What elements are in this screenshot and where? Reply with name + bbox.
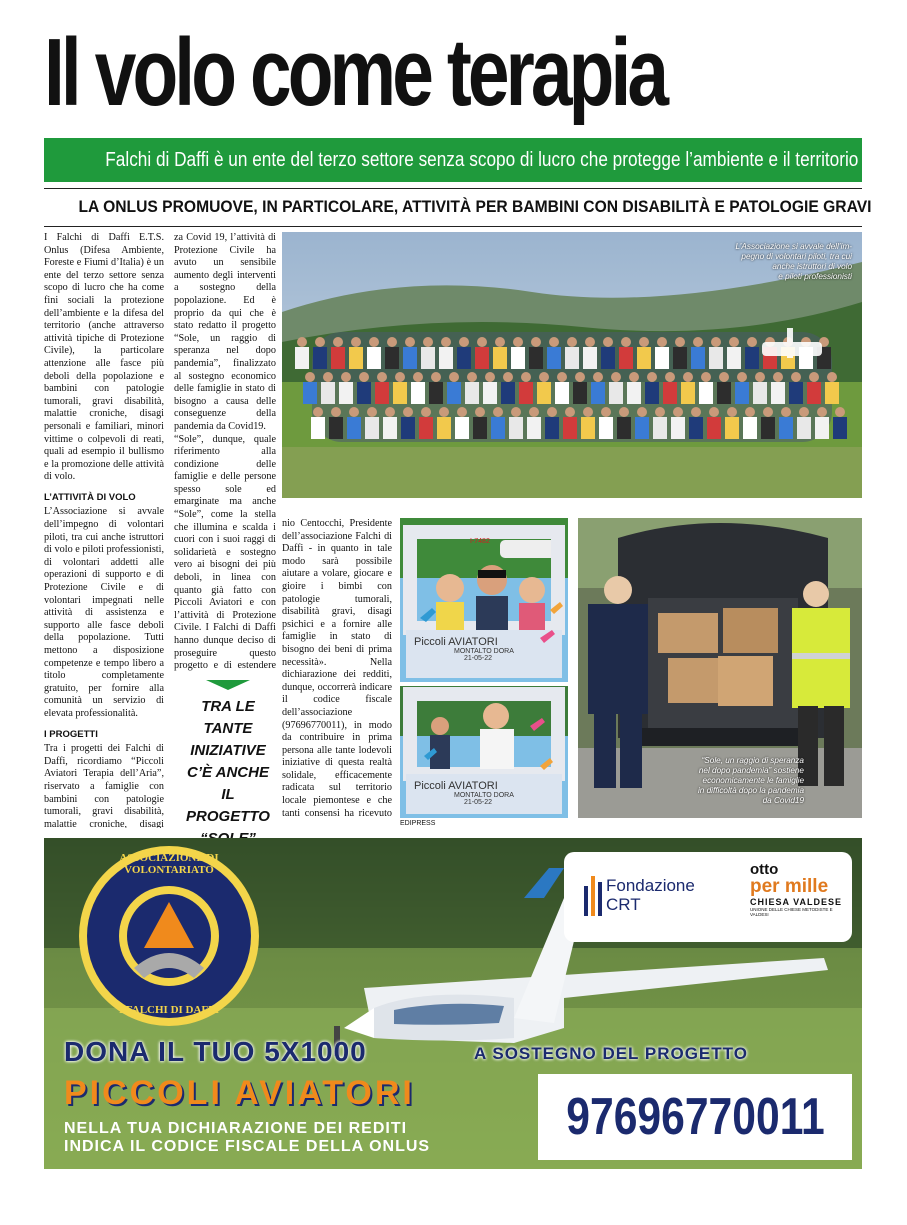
crowd-person-body	[403, 347, 417, 369]
fiscal-code: 97696770011	[566, 1088, 825, 1146]
crowd-person-head	[413, 372, 423, 382]
crowd-person-head	[729, 337, 739, 347]
crowd-person-head	[655, 407, 665, 417]
van-photo-caption	[634, 756, 804, 806]
crowd-person-head	[549, 337, 559, 347]
van-photo	[578, 518, 862, 818]
crowd-person-head	[457, 407, 467, 417]
quote-line: C’È ANCHE	[187, 764, 269, 781]
crowd-person-body	[725, 417, 739, 439]
crowd-person-head	[781, 407, 791, 417]
paragraph: nio Centocchi, Presidente dell’associazione Falchi di Daffi - in quanto in tale modo sarà possibile aiutare a volare, giocare e gioire i bimbi con patologie tumorali, disabilità gravi, disagi psichici e a fornire alle famiglie in stato di bisogno dei beni di prima necessità». Nella dichiarazione dei redditi, dunque, occorrerà indicare il codice fiscale dell’associazione (97696770011), in modo da contribuire in prima persona alle tante lodevoli iniziative di questa realtà solidale, efficacemente radicata sul territorio locale piemontese e che tanti consensi ha ricevuto	[282, 518, 392, 818]
crowd-person-head	[351, 337, 361, 347]
crowd-person-body	[581, 417, 595, 439]
crowd-person-head	[403, 407, 413, 417]
crowd-person-body	[429, 382, 443, 404]
crowd-person-body	[473, 417, 487, 439]
caption-line: economicamente le famiglie	[702, 776, 804, 785]
crowd-person-body	[295, 347, 309, 369]
crowd-person-body	[457, 347, 471, 369]
sponsor-ottopermille	[750, 862, 846, 917]
crowd-person-body	[465, 382, 479, 404]
crowd-person-head	[493, 407, 503, 417]
crowd-person-body	[375, 382, 389, 404]
crowd-person-body	[411, 382, 425, 404]
ad-line-declaration: NELLA TUA DICHIARAZIONE DEI REDITI	[64, 1120, 408, 1137]
paragraph: za Covid 19, l’attività di Protezione Civile ha avuto un sensibile aumento degli interventi a sostegno della popolazione. Ed è proprio da qui che è stato redatto il progetto “Sole, un raggio di speranza nel dopo pandemia”, finalizzato al sostegno economico delle famiglie in stato di bisogno a causa delle conseguenze della pandemia da Covid19.	[174, 232, 276, 432]
crowd-person-head	[773, 372, 783, 382]
crowd-person-body	[709, 347, 723, 369]
crowd-person-head	[475, 407, 485, 417]
crowd-person-head	[485, 372, 495, 382]
crowd-person-head	[449, 372, 459, 382]
crowd-person-head	[719, 372, 729, 382]
paragraph: L’Associazione si avvale dell’impegno di volontari piloti, tra cui anche istruttori di volo e piloti professionisti, di volontari addetti alle operazioni di supporto e di Protezione Civile e di volontari impegnati nelle attività di assistenza e supporto alle fasce deboli della popolazione. Tutti mettono a disposizione competenze e tempo libero a titolo completamente gratuito, per fornire alla comunità un servizio di elevata professionalità.	[44, 506, 164, 719]
crowd-person-head	[585, 337, 595, 347]
crowd-person-body	[671, 417, 685, 439]
crowd-person-head	[333, 337, 343, 347]
crowd-person-body	[637, 347, 651, 369]
frame-place: MONTALTO DORA	[454, 648, 514, 655]
crowd-person-body	[439, 347, 453, 369]
crowd-person-body	[653, 417, 667, 439]
crowd-person-body	[519, 382, 533, 404]
crowd-person-body	[627, 382, 641, 404]
crowd-person-head	[377, 372, 387, 382]
crowd-person-head	[495, 337, 505, 347]
crowd-person-head	[629, 372, 639, 382]
crowd-person-body	[655, 347, 669, 369]
crowd-person-head	[557, 372, 567, 382]
quote-line: TRA LE TANTE	[201, 698, 255, 737]
crowd-person-body	[393, 382, 407, 404]
crowd-person-body	[475, 347, 489, 369]
crowd-person-head	[745, 407, 755, 417]
crowd-person-head	[647, 372, 657, 382]
crowd-person-head	[709, 407, 719, 417]
crowd-person-head	[601, 407, 611, 417]
crowd-person-body	[385, 347, 399, 369]
crowd-person-head	[503, 372, 513, 382]
crowd-person-head	[637, 407, 647, 417]
crowd-person-body	[313, 347, 327, 369]
crowd-person-head	[405, 337, 415, 347]
caption-line: nel dopo pandemia” sostiene	[698, 766, 804, 775]
crowd-person-head	[583, 407, 593, 417]
crowd-person-head	[531, 337, 541, 347]
crowd-person-body	[529, 347, 543, 369]
crowd-person-head	[809, 372, 819, 382]
crowd-person-body	[347, 417, 361, 439]
green-banner	[44, 138, 862, 182]
crowd-person-head	[323, 372, 333, 382]
crowd-person-head	[547, 407, 557, 417]
crowd-person-body	[599, 417, 613, 439]
crowd-person-body	[807, 382, 821, 404]
crowd-person-head	[529, 407, 539, 417]
crowd-person-head	[459, 337, 469, 347]
crowd-person-body	[555, 382, 569, 404]
crowd-person-head	[817, 407, 827, 417]
crowd-person-head	[673, 407, 683, 417]
crowd-person-body	[707, 417, 721, 439]
crowd-person-head	[387, 337, 397, 347]
crowd-person-body	[501, 382, 515, 404]
ad-line-support: A SOSTEGNO DEL PROGETTO	[474, 1044, 748, 1063]
crowd-person-head	[467, 372, 477, 382]
crowd-person-head	[611, 372, 621, 382]
frame-label	[414, 780, 554, 806]
crowd-person-body	[437, 417, 451, 439]
crowd-person-body	[815, 417, 829, 439]
crowd-person-body	[455, 417, 469, 439]
crowd-person-body	[545, 417, 559, 439]
badge-bottom-text: I FALCHI DI DAFFI	[118, 1004, 220, 1016]
crowd-person-body	[609, 382, 623, 404]
headline: Il volo come terapia	[44, 19, 666, 126]
frame-date: 21-05-22	[464, 799, 493, 806]
crowd-person-head	[727, 407, 737, 417]
crowd-person-body	[699, 382, 713, 404]
crowd-person-body	[601, 347, 615, 369]
crowd-person-head	[835, 407, 845, 417]
crowd-person-head	[683, 372, 693, 382]
badge-top-text: ASSOCIAZIONE DI VOLONTARIATO	[119, 852, 219, 876]
crowd-person-head	[341, 372, 351, 382]
crowd-person-body	[419, 417, 433, 439]
crowd-person-body	[509, 417, 523, 439]
quote-line: IL PROGETTO	[186, 786, 270, 825]
paragraph: I Falchi di Daffi E.T.S. Onlus (Difesa Ambiente, Foreste e Fiumi d’Italia) è un ente del terzo settore senza scopo di lucro che ha come fini sociali la protezione dell’ambiente e la difesa del territorio (anche attraverso attività tipiche di Protezione Civile), la particolare attenzione alle fasce più deboli della popolazione e bambini con patologie tumorali, gravi disabilità, malattie croniche, disagi personali e familiari, minori vittime o colpevoli di reati, quali ad esempio il bullismo e la promozione delle attività di volo.	[44, 232, 164, 483]
crowd-person-head	[331, 407, 341, 417]
crowd-person-body	[663, 382, 677, 404]
caption-line: pegno di volontari piloti, tra cui	[741, 252, 852, 261]
crowd-person-head	[565, 407, 575, 417]
crowd-person-head	[603, 337, 613, 347]
crowd-person-head	[513, 337, 523, 347]
crowd-person-body	[635, 417, 649, 439]
subheadline	[44, 192, 872, 222]
crowd-person-head	[575, 372, 585, 382]
crowd-person-body	[771, 382, 785, 404]
crowd-person-head	[305, 372, 315, 382]
crowd-person-body	[591, 382, 605, 404]
green-banner-text: Falchi di Daffi è un ente del terzo settore senza scopo di lucro che protegge l’ambiente e il territorio	[105, 149, 859, 171]
caption-line: in difficoltà dopo la pandemia	[697, 786, 804, 795]
crowd-person-body	[779, 417, 793, 439]
sponsor-chiesa: CHIESA VALDESE	[750, 897, 843, 907]
section-heading: I PROGETTI	[44, 728, 98, 740]
crowd-person-head	[431, 372, 441, 382]
crowd-person-head	[315, 337, 325, 347]
crowd-person-head	[755, 372, 765, 382]
crowd-person-body	[383, 417, 397, 439]
sponsor-box	[564, 852, 852, 942]
crowd-person-body	[673, 347, 687, 369]
crowd-person-body	[619, 347, 633, 369]
crowd-person-head	[639, 337, 649, 347]
crowd-person-body	[727, 347, 741, 369]
sponsor-permille: per mille	[750, 876, 829, 897]
ad-line-fiscal-code: INDICA IL CODICE FISCALE DELLA ONLUS	[64, 1138, 431, 1155]
crowd-person-head	[349, 407, 359, 417]
crowd-person-head	[441, 337, 451, 347]
crowd-person-body	[565, 347, 579, 369]
article-column-1	[44, 232, 164, 828]
ad-line-donate: DONA IL TUO 5X1000	[64, 1036, 367, 1067]
frame-place: MONTALTO DORA	[454, 792, 514, 799]
frame-title: Piccoli AVIATORI	[414, 636, 498, 648]
crowd-person-head	[421, 407, 431, 417]
crowd-person-body	[493, 347, 507, 369]
crowd-person-head	[385, 407, 395, 417]
group-photo-caption	[712, 242, 852, 282]
crowd-person-head	[657, 337, 667, 347]
donation-ad	[44, 838, 862, 1169]
caption-line: L’Associazione si avvale dell’im-	[735, 242, 852, 251]
crowd-person-head	[567, 337, 577, 347]
pull-quote	[178, 680, 278, 825]
section-heading: L’ATTIVITÀ DI VOLO	[44, 491, 136, 503]
sponsor-otto: otto	[750, 861, 779, 878]
crowd-person-head	[367, 407, 377, 417]
crowd-person-body	[691, 347, 705, 369]
crowd-person-body	[367, 347, 381, 369]
crowd-person-body	[365, 417, 379, 439]
crowd-person-body	[331, 347, 345, 369]
crowd-person-head	[675, 337, 685, 347]
crowd-person-head	[439, 407, 449, 417]
frame-label	[414, 636, 554, 662]
frame-date: 21-05-22	[464, 655, 493, 662]
crowd-person-body	[537, 382, 551, 404]
crowd-person-body	[401, 417, 415, 439]
crowd-person-head	[701, 372, 711, 382]
crowd-person-head	[791, 372, 801, 382]
ad-project-name: PICCOLI AVIATORI	[64, 1074, 415, 1112]
crowd-person-body	[717, 382, 731, 404]
caption-line: anche istruttori di volo	[772, 262, 852, 271]
article-column-2	[174, 232, 276, 672]
crowd-person-body	[753, 382, 767, 404]
crowd-person-body	[681, 382, 695, 404]
crowd-person-body	[743, 417, 757, 439]
crt-logo-icon	[584, 876, 602, 916]
crowd-person-body	[547, 347, 561, 369]
crowd-person-body	[329, 417, 343, 439]
quote-line: INIZIATIVE	[190, 742, 266, 759]
crowd-person-body	[357, 382, 371, 404]
crowd-person-body	[311, 417, 325, 439]
crowd-person-head	[747, 337, 757, 347]
crowd-person-body	[447, 382, 461, 404]
crowd-person-body	[689, 417, 703, 439]
crowd-person-body	[583, 347, 597, 369]
crowd-person-body	[421, 347, 435, 369]
crowd-person-head	[827, 372, 837, 382]
group-photo	[282, 232, 862, 498]
crowd-person-head	[477, 337, 487, 347]
caption-line: e piloti professionisti	[778, 272, 852, 281]
photo-credit: EDIPRESS	[400, 820, 436, 827]
crowd-person-body	[735, 382, 749, 404]
crowd-person-body	[645, 382, 659, 404]
crowd-person-head	[395, 372, 405, 382]
crowd-person-head	[711, 337, 721, 347]
crowd-person-body	[617, 417, 631, 439]
crowd-person-body	[797, 417, 811, 439]
crowd-person-head	[369, 337, 379, 347]
crowd-person-body	[745, 347, 759, 369]
crowd-person-body	[511, 347, 525, 369]
subheadline-text: LA ONLUS PROMUOVE, IN PARTICOLARE, ATTIVITÀ PER BAMBINI CON DISABILITÀ E PATOLOGIE GRAVI	[78, 197, 872, 216]
sponsor-crt-line: CRT	[606, 895, 641, 914]
triangle-down-icon	[206, 680, 250, 690]
crowd-person-body	[491, 417, 505, 439]
caption-line: “Sole, un raggio di speranza	[701, 756, 804, 765]
kids-photo-2	[400, 686, 568, 818]
plane-registration: I-7482	[470, 538, 490, 545]
fiscal-code-box	[538, 1074, 852, 1160]
divider-top	[44, 188, 862, 189]
paragraph: “Sole”, dunque, quale riferimento alla condizione delle famiglie e delle persone spesso sole ed emarginate ma anche “Sole”, come la stella che illumina e scalda i cuori con i suoi raggi di solidarietà e sostegno vero ai bisogni dei più deboli, in linea con quanto già fatto con Piccoli Aviatori e con l’attività di Protezione Civile. I Falchi di Daffi hanno dunque deciso di proseguire questo progetto e di estendere	[174, 433, 276, 672]
crowd-person-head	[511, 407, 521, 417]
crowd-person-head	[619, 407, 629, 417]
crowd-person-body	[825, 382, 839, 404]
divider-bottom	[44, 226, 862, 227]
crowd-person-head	[593, 372, 603, 382]
crowd-person-body	[833, 417, 847, 439]
crowd-person-head	[521, 372, 531, 382]
caption-line: da Covid19	[762, 796, 804, 805]
sponsor-small-text: UNIONE DELLE CHIESE METODISTE E VALDESI	[750, 907, 833, 917]
crowd-person-head	[665, 372, 675, 382]
crowd-person-body	[483, 382, 497, 404]
crowd-person-body	[573, 382, 587, 404]
crowd-person-head	[297, 337, 307, 347]
crowd-person-head	[621, 337, 631, 347]
crowd-person-head	[737, 372, 747, 382]
crowd-person-body	[303, 382, 317, 404]
crowd-person-head	[359, 372, 369, 382]
sponsor-crt-line: Fondazione	[606, 876, 695, 895]
crowd-person-body	[761, 417, 775, 439]
kids-photo-1	[400, 518, 568, 682]
crowd-person-head	[313, 407, 323, 417]
crowd-person-body	[789, 382, 803, 404]
crowd-person-head	[693, 337, 703, 347]
crowd-person-body	[349, 347, 363, 369]
crowd-person-body	[563, 417, 577, 439]
paragraph: Tra i progetti dei Falchi di Daffi, ricordiamo “Piccoli Aviatori Terapia dell’Aria”, riservato a famiglie con bambini con patologie tumorali, gravi disabilità, malattie croniche, disagi	[44, 743, 164, 828]
crowd-person-body	[321, 382, 335, 404]
article-column-3	[282, 518, 392, 818]
sponsor-crt	[606, 876, 695, 914]
crowd-person-body	[527, 417, 541, 439]
crowd-person-head	[423, 337, 433, 347]
crowd-person-head	[763, 407, 773, 417]
crowd-person-head	[691, 407, 701, 417]
crowd-person-body	[339, 382, 353, 404]
crowd-person-head	[539, 372, 549, 382]
crowd-person-head	[799, 407, 809, 417]
frame-title: Piccoli AVIATORI	[414, 780, 498, 792]
